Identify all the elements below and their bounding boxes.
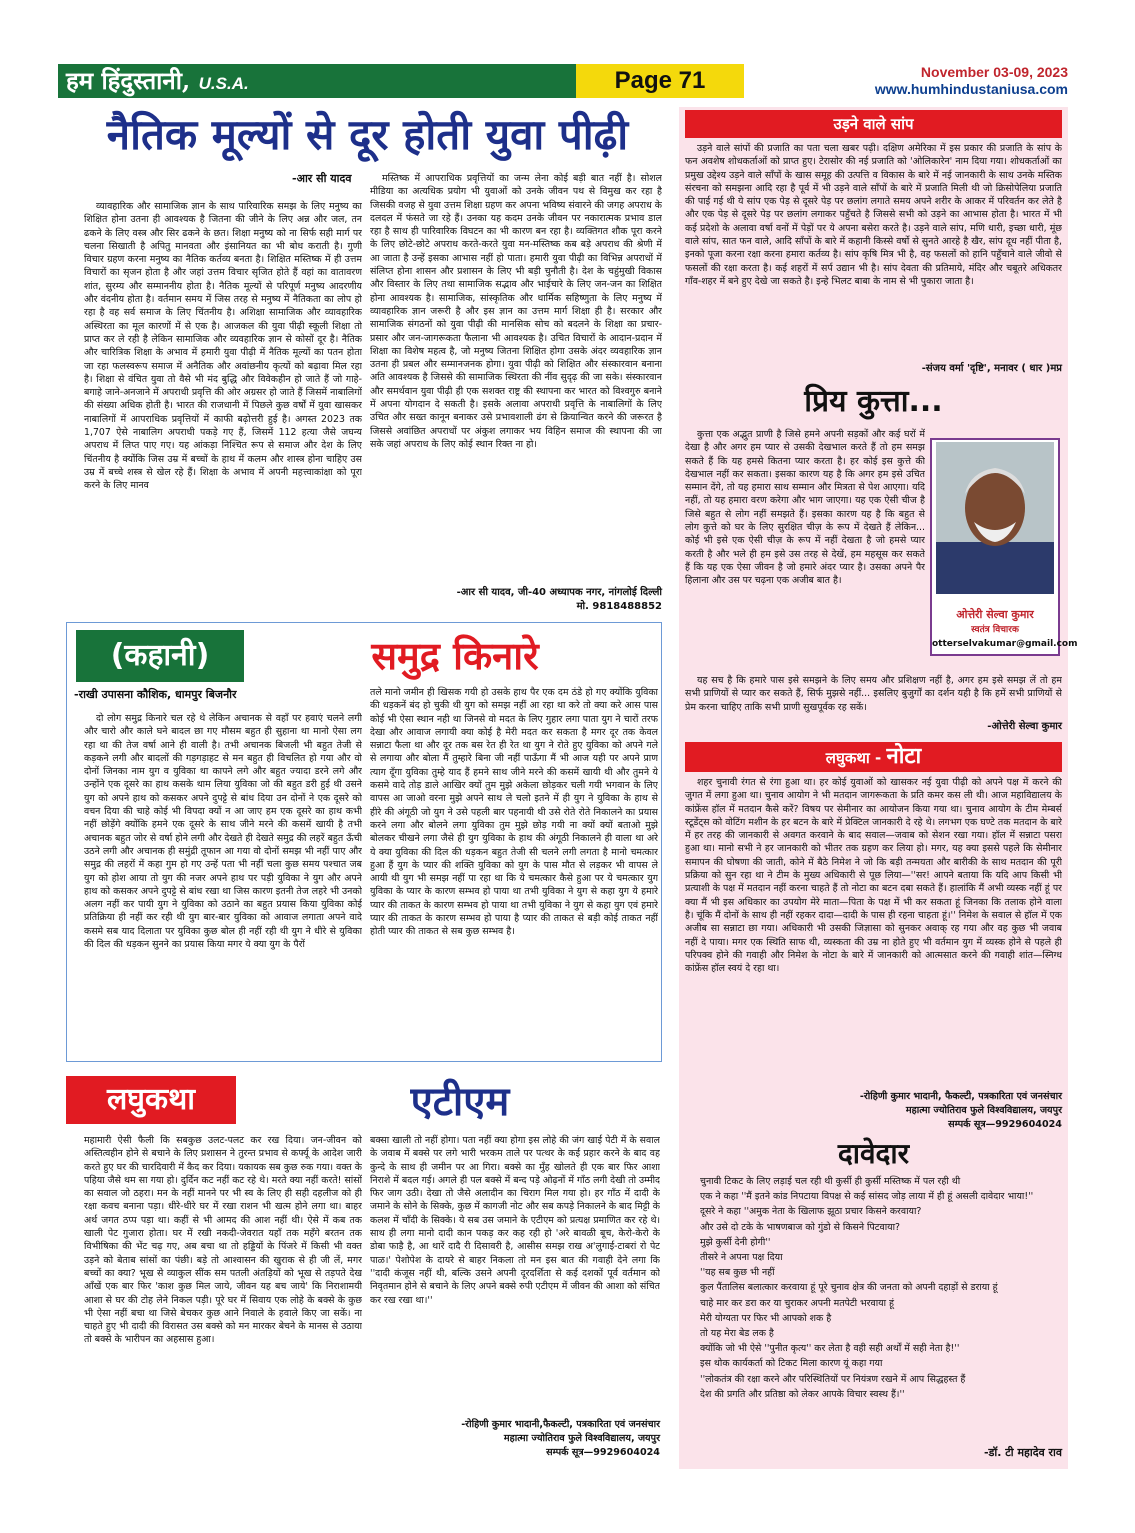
article-column-1: व्यावहारिक और सामाजिक ज्ञान के साथ पारिवारिक समझ के लिए मनुष्य का शिक्षित होना उतना ही आवश्यक है जितना की जीने के लिए अन्न और जल, तन ढकने के लिए वस्त्र और सिर ढकने के छत। शिक्षा मनुष्य को ना सिर्फ सही मार्ग पर चलना सिखाती है अपितु मानवता और इंसानियत का भी बोध कराती है। गुणी विचार ग्रहण करना मनुष्य का नैतिक कर्तव्य बनता है। शिक्षित मस्तिष्क में ही उत्तम विचारों का सृजन होता है और जहां उत्तम विचार सृजित होते हैं वहां का वातावरण शांत, सुरम्य और सम्माननीय होता है। नैतिक मूल्यों से परिपूर्ण मनुष्य आदरणीय और वंदनीय होता है। वर्तमान समय में जिस तरह से मनुष्य में नैतिकता का लोप हो रहा है वह सर्व समाज के लिए चिंतनीय है। अशिक्षा सामाजिक और व्यावहारिक अस्थिरता का मूल कारणों में से एक है। आजकल की युवा पीढ़ी स्कूली शिक्षा तो प्राप्त कर ले रही है लेकिन सामाजिक और व्यवहारिक ज्ञान से कोसों दूर है। नैतिक और चारित्रिक शिक्षा के अभाव में हमारी युवा पीढ़ी में नैतिक मूल्यों का पतन होता जा रहा फलस्वरूप समाज में अनैतिक और अवांछनीय कृत्यों को बढ़ावा मिल रहा है। शिक्षा से वंचित युवा तो वैसे भी मंद बुद्धि और विवेकहीन हो जाते हैं जो गाहे-बगाहे जाने-अनजाने में अपराधी प्रवृत्ति की ओर अग्रसर हो जाते हैं जिसमें नाबालिगों की संख्या अधिक होती है। भारत की राजधानी में पिछले कुछ वर्षों में युवा खासकर नाबालिगों में आपराधिक प्रवृत्तियों में काफी बढ़ोत्तरी हुई है। अगस्त 2023 तक 1,707 ऐसे नाबालिग अपराधी पकड़े गए हैं, जिसमें 112 हत्या जैसे जघन्य अपराध में लिप्त पाए गए। यह आंकड़ा निश्चित रूप से समाज और देश के लिए चिंतनीय है क्योंकि जिस उम्र में बच्चों के हाथ में कलम और शास्त्र होना चाहिए उस उम्र में बच्चे शस्त्र से खेल रहे हैं। शिक्षा के अभाव में अपनी महत्त्वाकांक्षा को पूरा करने के लिए मानव [84,201,362,492]
poem-line: ''लोकतंत्र की रक्षा करने और परिस्थितियों पर नियंत्रण रखने में आप सिद्धहस्त हैं [700,1373,966,1385]
nota-title: नोटा [886,744,922,769]
article-column-2: मस्तिष्क में आपराधिक प्रवृत्तियों का जन्म लेना कोई बड़ी बात नहीं है। सोशल मीडिया का अत्यधिक प्रयोग भी युवाओं को उनके जीवन पथ से विमुख कर रहा है जिसकी वजह से युवा उत्तम शिक्षा ग्रहण कर अपना भविष्य संवारने की जगह अपराध के दलदल में फंसते जा रहे हैं। उनका यह कदम उनके जीवन पर नकारात्मक प्रभाव डाल रहा है साथ ही पारिवारिक विघटन का भी कारण बन रहा है। व्यक्तिगत शौक पूरा करने के लिए छोटे-छोटे अपराध करते-करते युवा मन-मस्तिष्क कब बड़े अपराध की श्रेणी में आ जाता है उन्हें इसका आभास नहीं हो पाता। हमारी युवा पीढ़ी का विभिन्न अपराधों में संलिप्त होना शासन और प्रशासन के लिए भी बड़ी चुनौती है। देश के चहुंमुखी विकास और विस्तार के लिए तथा सामाजिक सद्भाव और भाईचारे के लिए जन-जन का शिक्षित होना आवश्यक है। सामाजिक, सांस्कृतिक और धार्मिक सहिष्णुता के लिए मनुष्य में व्यावहारिक ज्ञान जरूरी है और इस ज्ञान का उत्तम मार्ग शिक्षा ही है। सरकार और सामाजिक संगठनों को युवा पीढ़ी की मानसिक सोच को बदलने के शिक्षा का प्रचार-प्रसार और जन-जागरूकता फैलाना भी आवश्यक है। उचित विचारों के आदान-प्रदान में शिक्षा का विशेष महत्व है, जो मनुष्य जितना शिक्षित होगा उसके अंदर व्यवहारिक ज्ञान उतना ही प्रबल और सम्मानजनक होगा। युवा पीढ़ी को शिक्षित और संस्कारवान बनाना अति आवश्यक है जिससे की सामाजिक स्थिरता की नींव सुदृढ़ की जा सके। संस्कारवान और समर्थवान युवा पीढ़ी ही एक सशक्त राष्ट्र की स्थापना कर भारत को विश्वगुरु बनाने में अपना योगदान दे सकती है। इसके अलावा अपराधी प्रवृत्ति के नाबालिगों के लिए उचित और सख्त कानून बनाकर उसे प्रभावशाली ढंग से क्रियान्वित करने की जरूरत है जिससे अवांछित अपराधों पर अंकुश लगाकर भय विहिन समाज की स्थापना की जा सके जहां अपराध के लिए कोई स्थान रिक्त ना हो। [370,173,662,450]
article-signature: -आर सी यादव, जी-40 अध्यापक नगर, नांगलोई दिल्ली [456,587,662,598]
author-photo-title: स्वतंत्र विचारक [971,625,1019,635]
brand-logo: हम हिंदुस्तानी, U.S.A. [58,64,576,98]
snake-article-signature: -संजय वर्मा 'दृष्टि', मनावर ( धार )मप्र [921,363,1062,374]
poem-line: मुझे कुर्सी देनी होगी'' [700,1236,771,1248]
poem-line: चाहे मार कर डरा कर या चुराकर अपनी मतपेटी भरवाया हूं [700,1297,894,1309]
nota-article-text: शहर चुनावी रंगत से रंगा हुआ था। हर कोई युवाओं को खासकर नई युवा पीढ़ी को अपने पक्ष में करने की जुगत में लगा हुआ था। चुनाव आयोग ने भी मतदान जागरूकता के प्रति कमर कस ली थी। आज महाविद्यालय के कांफ्रेंस हॉल में मतदान कैसे करें? विषय पर सेमीनार का आयोजन किया गया था। चुनाव आयोग के टीम मेम्बर्स स्टूडेंट्स को वोटिंग मशीन के हर बटन के बारे में प्रेक्टिल जानकारी दे रहे थे। लगभग एक घण्टे तक मतदान के बारे में हर तरह की जानकारी से अवगत करवाने के बाद सवाल—जवाब को सेशन रखा गया। हॉल में सन्नाटा पसरा हुआ था। मानो सभी ने हर जानकारी को भीतर तक ग्रहण कर लिया हो। मगर, यह क्या इससे पहले कि सेमीनार समापन की घोषणा की जाती, कोने में बैठे निमेश ने जो कि बड़ी तन्मयता और बारीकी के साथ मतदान की पूरी प्रक्रिया को सुन रहा था ने टीम के मुख्य अधिकारी से पूछ लिया—''सर! आपने बताया कि यदि आप किसी भी प्रत्याशी के पक्ष में मतदान नहीं करना चाहते हैं तो नोटा का बटन दबा सकते हैं। हालांकि मैं अभी व्यस्क नहीं हूं पर क्या मैं भी इस अधिकार का उपयोग मेरे माता—पिता के पक्ष में भी कर सकता हूं जिनका कि तलाक होने वाला है। चूंकि मैं दोनों के साथ ही नहीं रहकर दादा—दादी के पास ही रहना चाहता हूं।'' निमेश के सवाल से हॉल में एक अजीब सा सन्नाटा छा गया। अधिकारी भी उसकी जिज्ञासा को सुनकर अवाक् रह गया और वह कुछ भी जवाब नहीं दे पाया। मगर एक स्थिति साफ थी, व्यस्कता की उम्र ना होते हुए भी वर्तमान युग में व्यस्क होने से पहले ही परिपक्व होने की गवाही और निमेश के नोटा के बारे में जानकारी को आत्मसात करने की गवाही शांत—स्निग्ध कांफ्रेंस हॉल स्वयं दे रहा था। [685,777,1062,975]
poem-line: तो यह मेरा बेड लक है [700,1328,774,1340]
poem-line: मेरी योग्यता पर फिर भी आपको शक है [700,1312,832,1324]
nota-section-header [685,742,1062,772]
author-portrait-image [936,442,1054,594]
atm-contact: सम्पर्क सूत्र—9929604024 [546,1447,660,1458]
poem-line: इस थोक कार्यकर्ता को टिकट मिला कारण यूं कहा गया [700,1358,883,1370]
poem-line: कुल पैंतालिस बलात्कार करवाया हूं पूरे चुनाव क्षेत्र की जनता को अपनी दहाड़ों से डराया हूं [700,1282,998,1294]
atm-affiliation: महात्मा ज्योतिराव फुले विश्वविद्यालय, जयपुर [503,1433,660,1444]
nota-label: लघुकथा - [825,749,882,767]
poem-line: और उसे दो टके के भाषणबाज को गुंडो से किसने पिटवाया? [700,1221,901,1233]
dog-article-title: प्रिय कुत्ता... [804,384,943,419]
story-column-2: तले मानो जमीन ही खिसक गयी हो उसके हाथ पैर एक दम ठंडे हो गए क्योंकि युविका की धड़कनें बंद हो चुकी थी युग को समझ नहीं आ रहा था करे तो क्या करे आस पास कोई भी ऐसा स्थान नही था जिनसे वो मदत के लिए गुहार लगा पाता युग ने चारों तरफ देखा और आवाज लगायी क्या कोई है मेरी मदत कर सकता है मगर दूर तक केवल सन्नाटा फैला था और दूर तक बस रेत ही रेत था युग ने रोते हुए युविका को अपने गले से लगाया और बोला मैं तुम्हारे बिना जी नहीं पाऊँगा मैं भी आज यही पर अपने प्राण त्याग दूँगा युविका तुम्हे याद हैं हमने साथ जीने मरने की कसमें खायी थी और तुमने ये कसमे वादे तोड़ डाले आखिर क्यों तुम मुझे अकेला छोड़कर चली गयी भगवान के लिए वापस आ जाओ वरना मुझे अपने साथ ले चलो इतने में ही युग ने युविका के हाथ से हीरे की अंगूठी जो युग ने उसे पहली बार पहनायी थी उसे रोते रोते निकालने का प्रयास करने लगा और बोलने लगा युविका तुम मुझे छोड़ गयी ना क्यों क्यों बताओ मुझे बोलकर चीखने लगा जैसे ही युग युविका के हाथ की अंगूठी निकालने ही वाला था अरे ये क्या युविका की दिल की धड़कन बहुत तेजी सी चलने लगी लगता है मानो चमत्कार हुआ हैं युग के प्यार की शक्ति युविका को युग के पास मौत से लड़कर भी वापस ले आयी थी युग भी समझ नहीं पा रहा था कि ये चमत्कार कैसे हुआ पर ये चमत्कार युग युविका के प्यार के कारण सम्भव हो पाया था तभी युविका ने युग से कहा युग ये हमारे प्यार की ताकत के कारण सम्भव हो पाया था तभी युविका ने युग से कहा युग एवं हमारे प्यार की ताकत के कारण सम्भव हो पाया है प्यार की ताकत से बड़ी कोई ताकत नहीं होती प्यार की ताकत से सब कुछ सम्भव है। [370,687,658,938]
issue-date: November 03-09, 2023 [920,64,1068,80]
atm-column-1: महामारी ऐसी फैली कि सबकुछ उलट-पलट कर रख दिया। जन-जीवन को अस्तित्वहीन होने से बचाने के लिए प्रशासन ने तुरन्त प्रभाव से कर्फ्यू के आदेश जारी करते हुए घर की चारदिवारी में कैद कर दिया। यकायक सब कुछ रुक गया। वक्त के पहिया जैसे थम सा गया हो। दुर्दिन कट नहीं कट रहे थे। मरते क्या नहीं करते! सांसों का सवाल जो ठहरा। मन के नहीं मानने पर भी स्व के लिए ही सही दहलीज को ही रक्षा कवच बनाना पड़ा। धीरे-धीरे घर में रखा राशन भी खत्म होने लगा था। बाहर अर्थ जगत ठप्प पड़ा था। कहीं से भी आमद की आश नहीं थी। ऐसे में कब तक खाली पेट गुजारा होता। घर में रखी नकदी-जेवरात यहाँ तक महँगे बरतन तक विभीषिका की भेंट चढ़ गए, अब बचा था तो हड्डियों के पिंजरे में किसी भी वक्त उड़ने को बेताब सांसों का पंछी। बड़े तो आश्वासन की खुराक से ही जी लें, मगर बच्चों का क्या? भूख से व्याकुल सींक सम पतली अंतड़ियों को भूख से तड़पते देख आँखें एक बार फिर 'काश कुछ मिल जाये, जीवन यह बच जाये' कि निराशामयी आशा से घर की टोह लेने निकल पड़ी। पूरे घर में सिवाय एक लोहे के बक्से के कुछ भी ऐसा नहीं बचा था जिसे बेचकर कुछ आने निवाले के हवाले किए जा सकें। ना चाहते हुए भी दादी की विरासत उस बक्से को मन मारकर बेचने के मानस से उठाया तो बक्से के भारीपन का अहसास हुआ। [84,1135,362,1346]
article-byline: -आर सी यादव [292,172,352,185]
snake-article-text: उड़ने वाले सांपों की प्रजाति का पता चला खबर पढ़ी। दक्षिण अमेरिका में इस प्रकार की प्रजाति के सांप के फन अवशेष शोधकर्ताओं को प्राप्त हुए। टेरासोर की नई प्रजाति को 'ओलिकारेन' नाम दिया गया। शोधकर्ताओं का प्रमुख उद्देश्य उड़ने वाले साँपों के खास समूह की उत्पत्ति व विकास के बारे में नई जानकारी के साथ उनके मस्तिक संरचना को समझना आदि रहा है पूर्व में भी उड़ने वाले साँपों के बारे में प्रजाति मिली थी जो क्रिसोपेलिया प्रजाति की पाई गई थी ये सांप एक पेड़ से दूसरे पेड़ पर छलांग लगाते समय अपने शरीर के आकर में परिवर्तन कर लेते है और एक पेड़ से दूसरे पेड़ पर छलांग लगाकर पहुँचते है जिससे सभी को उड़ने का आभास होता है। भारत में भी कई प्रदेशो के अलावा वर्षा वनों में पेड़ों पर ये अपना बसेरा करते है। उड़ने वाले सांप, मणि धारी, इच्छा धारी, मूंछ वाले सांप, सात फन वाले, आदि साँपों के बारे में कहानी किस्से वर्षो से सुनते आरहे है खैर, सांप दूध नहीं पीता है, इनको पूजा करना रक्षा करना हमारा कर्तव्य है। सांप कृषि मित्र भी है, वह फसलों को हानि पहुँचाने वाले जीवो से फसलों की रक्षा करता है। कई शहरों में सर्प उद्यान भी है। सांप देवता की प्रतिमाये, मंदिर और चबूतरे अधिकतर गाँव-शहर में बने हुए देखे जा सकते है। इन्हे भिलट बाबा के नाम से भी पुकारा जाता है। [685,143,1062,287]
masthead [58,64,1068,98]
article-phone: मो. 9818488852 [576,601,662,612]
short-story-title: एटीएम [410,1079,510,1125]
dog-article-conclusion: यह सच है कि हमारे पास इसे समझने के लिए समय और प्रशिक्षण नहीं है, अगर हम इसे समझ लें तो हम सभी प्राणियों से प्यार कर सकते हैं, सिर्फ मुझसे नहीं... इसलिए बुजुर्गों का दर्शन यही है कि हमें सभी प्राणियों से प्रेम करना चाहिए ताकि सभी प्राणी सुखपूर्वक रह सकें। [685,675,1062,713]
nota-affiliation: महात्मा ज्योतिराव फुले विश्वविद्यालय, जयपुर [905,1105,1062,1116]
atm-signature: -रोहिणी कुमार भादानी,फैकल्टी, पत्रकारिता एवं जनसंचार [461,1419,660,1430]
poem-title: दावेदार [837,1137,910,1170]
poem-line: ''यह सब कुछ भी नहीं [700,1267,775,1279]
dog-article-text: कुत्ता एक अद्भुत प्राणी है जिसे हमने अपनी सड़कों और कई घरों में देखा है और अगर हम प्यार से उसकी देखभाल करते हैं तो हम समझ सकते हैं कि यह हमसे कितना प्यार करता है। हर कोई इस कुत्ते की देखभाल नहीं कर सकता। इसका कारण यह है कि अगर हम इसे उचित सम्मान देंगे, तो यह हमारा साथ सम्मान और मित्रता से पेश आएगा। यदि नहीं, तो यह हमारा वरण करेगा और भाग जाएगा। यह एक ऐसी चीज है जिसे बहुत से लोग नहीं समझते हैं। इसका कारण यह है कि बहुत से लोग कुत्ते को घर के लिए सुरक्षित चीज़ के रूप में देखते हैं लेकिन... कोई भी इसे एक ऐसी चीज़ के रूप में नहीं देखता है जो हमसे प्यार करती है और भले ही हम इसे उस तरह से देखें, हम महसूस कर सकते हैं कि यह एक ऐसा जीवन है जो हमारे अंदर प्यार है। उसका अपने पैर हिलाना और उस पर चढ़ना एक अजीब बात है। [685,429,925,587]
poem-line: देश की प्रगति और प्रतिष्ठा को लेकर आपके विचार स्वस्थ हैं।'' [700,1388,905,1400]
poem-line: एक ने कहा ''मैं इतने कांड निपटाया विपक्ष से कई सांसद जोड़ लाया में ही हूं असली दावेदार भाया!'' [700,1191,1034,1203]
page-title: नैतिक मूल्यों से दूर होती युवा पीढ़ी [106,110,629,159]
poem-line: चुनावी टिकट के लिए लड़ाई चल रही थी कुर्सी ही कुर्सी मस्तिष्क में पल रही थी [700,1176,961,1187]
poem-line: क्योंकि जो भी ऐसे ''पुनीत कृत्य'' कर लेता है वही सही अर्थों में सही नेता है!'' [700,1343,960,1355]
story-title: समुद्र किनारे [371,634,539,678]
atm-column-2: बक्सा खाली तो नहीं होगा। पता नहीं क्या होगा इस लोहे की जंग खाई पेटी में के सवाल के जवाब में बक्से पर लगे भारी भरकम ताले पर पत्थर के कई प्रहार करने के बाद वह कुन्दे के साथ ही जमीन पर आ गिरा। बक्से का मुँह खोलते ही एक बार फिर आशा निराशे में बदल गई। अगले ही पल बक्से में बन्द पड़े ओढ़नों में गाँठ लगी देखी तो उम्मीद फिर जाग उठी। देखा तो जैसे अलादीन का चिराग मिल गया हो। हर गाँठ में दादी के जमाने के सोने के सिक्के, कुछ में कागजी नोट और सब कपड़े निकालने के बाद मिट्टी के कलश में चाँदी के सिक्के। ये सब उस जमाने के एटीएम को प्रत्यक्ष प्रमाणित कर रहे थे। साथ ही लगा मानो दादी कान पकड़ कर कह रही हो 'अरे बावळी बूच, केरो-केरो के डोबा फाड़ै है, आ थारें दादै री दिसावरी है, आसीस समझ राख अ'लुगाई-टाबरां रो पेट पाळ।' पेशोपेश के दायरे से बाहर निकला तो मन इस बात की गवाही देने लगा कि ''दादी कंजूस नहीं थी, बल्कि उसने अपनी दूरदर्शिता से कई दशकों पूर्व वर्तमान को निवृतमान होने से बचाने के लिए अपने बक्से रुपी एटीएम में जीवन की आशा को संचित कर रख रखा था।'' [370,1135,660,1306]
dog-article-signature: -ओत्तेरी सेल्वा कुमार [987,721,1062,732]
poem-body [700,1174,1060,1444]
short-story-label: लघुकथा [66,1076,236,1124]
author-email[interactable]: otterselvakumar@gmail.com [932,639,1078,649]
story-column-1: दो लोग समुद्र किनारे चल रहे थे लेकिन अचानक से वहाँ पर हवाएं चलने लगी और चारो और काले घने बादल छा गए मौसम बहुत ही सुहाना था मानो ऐसा लग रहा था की तेज वर्षा आने ही वाली है। तभी अचानक बिजली भी बहुत तेजी से कड़कने लगी और बादलों की गड़गड़ाहट से मन बहुत ही विचलित हो गया और वो दोनों जिनका नाम युग व युविका था कापने लगे और बहुत ज्यादा डरने लगे और उन्होंने एक दूसरे का हाथ कसके थाम लिया युविका जो की बहुत डरी हुई थी उसने युग को अपने हाथ को कसकर अपने दुपट्टे से बांध दिया उन दोनों ने एक दूसरे को वचन दिया की चाहे कोई भी विपदा क्यों न आ जाए हम एक दूसरे का हाथ कभी नहीं छोड़ेंगे क्योंकि हमने एक दूसरे के साथ जीने मरने की कसमें खायी है तभी अचानक बहुत जोर से वर्षा होने लगी और देखते ही देखते समुद्र की लहरें बहुत ऊँची उठने लगी और अचानक ही समुंद्री तूफान आ गया वो दोनों समझ भी नहीं पाए और समुद्र की लहरों में कहा गुम हो गए उन्हें पता भी नहीं चला कुछ समय पश्चात जब युग को होश आया तो युग की नजर अपने हाथ पर पड़ी युविका ने युग और अपने हाथ को कसकर अपने दुपट्टे से बांध रखा था जिस कारण इतनी तेज लहरे भी उनको अलग नहीं कर पायी युग ने युविका को उठाने का बहुत प्रयास किया युविका कोई प्रतिक्रिया ही नहीं कर रही थी युग बार-बार युविका को आवाज लगाता अपने वादे कसमे सब याद दिलाता पर युविका कुछ बोल ही नहीं रही थी युग ने धीरे से युविका की दिल की धड़कन सुनने का प्रयास किया मगर ये क्या युग के पैरों [84,713,362,951]
website-link[interactable]: www.humhindustaniusa.com [874,81,1068,97]
story-label: (कहानी) [76,630,244,682]
poem-line: दूसरे ने कहा ''अमुक नेता के खिलाफ झूठा प्रचार किसने करवाया? [700,1206,922,1218]
snake-section-header: उड़ने वाले सांप [685,110,1062,138]
story-byline: -राखी उपासना कौशिक, धामपुर बिजनौर [74,688,237,701]
page-number: Page 71 [576,64,744,98]
poem-signature: -डॉ. टी महादेव राव [983,1446,1062,1459]
nota-contact: सम्पर्क सूत्र—9929604024 [948,1119,1062,1130]
nota-signature: -रोहिणी कुमार भादानी, फैकल्टी, पत्रकारिता एवं जनसंचार [859,1091,1062,1102]
author-photo-name: ओत्तेरी सेल्वा कुमार [956,608,1034,621]
poem-line: तीसरे ने अपना पक्ष दिया [700,1252,783,1264]
